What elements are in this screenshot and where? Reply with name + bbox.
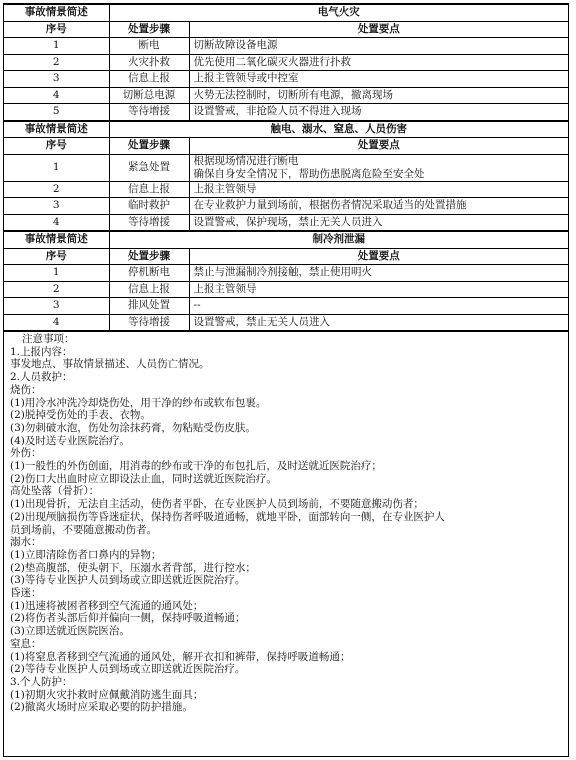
row-point-cell (189, 154, 568, 181)
note-line: 3.个人防护： (10, 675, 73, 688)
row-point: 上报主管领导 (193, 282, 257, 295)
note-line: 高处坠落（骨折）： (10, 485, 100, 498)
row-step: 信息上报 (109, 281, 189, 298)
row-step: 紧急处置 (109, 154, 189, 181)
header-num: 序号 (4, 21, 109, 38)
row-step: 排风处置 (109, 298, 189, 315)
header-step: 处置步骤 (109, 248, 189, 265)
note-line: 2.人员救护： (10, 371, 73, 384)
section-title: 触电、溺水、窒息、人员伤害 (109, 121, 568, 138)
row-point-cell (189, 314, 568, 331)
procedure-table (4, 121, 568, 232)
header-num: 序号 (4, 248, 109, 265)
row-num: 4 (4, 214, 109, 231)
row-point: 设置警戒，禁止无关人员进入 (193, 315, 330, 328)
section-title: 电气火灾 (109, 5, 568, 22)
row-num: 4 (4, 87, 109, 104)
row-point-cell (189, 104, 568, 121)
summary-label: 事故情景简述 (4, 5, 109, 22)
row-step: 临时救护 (109, 198, 189, 215)
row-num: 3 (4, 71, 109, 88)
procedure-sections (4, 4, 568, 331)
row-point-cell (189, 198, 568, 215)
row-num: 3 (4, 198, 109, 215)
note-line: (1)迅速将被困者移到空气流通的通风处； (10, 599, 204, 612)
row-point: 在专业救护力量到场前，根据伤者情况采取适当的处置措施 (193, 199, 467, 212)
table-row (4, 281, 568, 298)
note-line: (1)初期火灾扑救时应佩戴消防逃生面具； (10, 688, 204, 701)
table-row (4, 265, 568, 282)
note-line: 溺水： (10, 536, 42, 549)
row-step: 等待增援 (109, 314, 189, 331)
row-num: 2 (4, 181, 109, 198)
row-point-cell (189, 298, 568, 315)
note-line: (2)垫高腹部，使头朝下，压溺水者背部，进行控水； (10, 561, 256, 574)
row-point: 禁止与泄漏制冷剂接触，禁止使用明火 (193, 266, 372, 279)
row-num: 2 (4, 281, 109, 298)
row-point: 上报主管领导 (193, 182, 257, 195)
row-num: 1 (4, 38, 109, 55)
note-line: (1)出现骨折，无法自主活动，使伤者平卧，在专业医护人员到场前，不要随意搬动伤者； (10, 498, 424, 511)
note-line: (2)撤离火场时应采取必要的防护措施。 (10, 701, 193, 714)
table-row (4, 181, 568, 198)
row-point: 设置警戒，保护现场，禁止无关人员进入 (193, 215, 383, 228)
row-step: 断电 (109, 38, 189, 55)
row-step: 切断总电源 (109, 87, 189, 104)
row-point-cell (189, 87, 568, 104)
header-step: 处置步骤 (109, 138, 189, 155)
row-point-cell (189, 38, 568, 55)
row-num: 3 (4, 298, 109, 315)
note-line: (2)出现颅脑损伤等昏迷症状，保持伤者呼吸道通畅，就地平卧，面部转向一侧，在专业医护人 (10, 510, 445, 523)
row-num: 4 (4, 314, 109, 331)
summary-label: 事故情景简述 (4, 121, 109, 138)
row-point: 上报主管领导或中控室 (193, 72, 299, 85)
row-point-cell (189, 54, 568, 71)
row-point: 优先使用二氧化碳灭火器进行扑救 (193, 55, 351, 68)
header-step: 处置步骤 (109, 21, 189, 38)
header-num: 序号 (4, 138, 109, 155)
row-num: 5 (4, 104, 109, 121)
row-point-cell (189, 265, 568, 282)
row-num: 1 (4, 265, 109, 282)
notes-title: 注意事项： (22, 333, 75, 345)
row-point-cell (189, 214, 568, 231)
note-line: 昏迷： (10, 587, 42, 600)
header-point: 处置要点 (189, 138, 568, 155)
table-row (4, 198, 568, 215)
row-step: 信息上报 (109, 71, 189, 88)
note-line: (3)勿刺破水泡，伤处勿涂抹药膏，勿粘贴受伤皮肤。 (10, 421, 256, 434)
note-line: (3)立即送就近医院医治。 (10, 625, 130, 638)
header-point: 处置要点 (189, 248, 568, 265)
row-step: 信息上报 (109, 181, 189, 198)
procedure-table (4, 231, 568, 331)
table-row (4, 87, 568, 104)
header-point: 处置要点 (189, 21, 568, 38)
table-row (4, 71, 568, 88)
note-line: 事发地点、事故情景描述、人员伤亡情况。 (10, 358, 210, 371)
row-step: 等待增援 (109, 104, 189, 121)
section-title: 制冷剂泄漏 (109, 232, 568, 249)
note-line: 1.上报内容： (10, 345, 73, 358)
note-line: (1)用冷水冲洗冷却烧伤处，用干净的纱布或软布包裹。 (10, 396, 267, 409)
table-row (4, 104, 568, 121)
row-point: -- (193, 299, 201, 312)
row-step: 等待增援 (109, 214, 189, 231)
note-line: 烧伤： (10, 383, 42, 396)
row-point-cell (189, 181, 568, 198)
summary-label: 事故情景简述 (4, 232, 109, 249)
note-line: (2)将伤者头部后仰并偏向一侧，保持呼吸道畅通； (10, 612, 246, 625)
row-point: 火势无法控制时，切断所有电源，撤离现场 (193, 88, 393, 101)
row-point: 根据现场情况进行断电 (193, 154, 299, 167)
row-num: 2 (4, 54, 109, 71)
table-row (4, 314, 568, 331)
note-line: 员到场前，不要随意搬动伤者。 (10, 523, 157, 536)
row-point-line2: 确保自身安全情况下，帮助伤患脱离危险至安全处 (193, 167, 425, 180)
note-line: (4)及时送专业医院治疗。 (10, 434, 130, 447)
table-row (4, 54, 568, 71)
notes-section (4, 331, 568, 714)
row-step: 停机断电 (109, 265, 189, 282)
note-line: (1)将窒息者移到空气流通的通风处，解开衣扣和裤带，保持呼吸道畅通； (10, 650, 351, 663)
table-row (4, 214, 568, 231)
note-line: (1)立即清除伤者口鼻内的异物； (10, 548, 162, 561)
row-point-cell (189, 71, 568, 88)
note-line: (2)伤口大出血时应立即设法止血，同时送就近医院治疗。 (10, 472, 277, 485)
note-line: (1)一般性的外伤创面，用消毒的纱布或干净的布包扎后，及时送就近医院治疗； (10, 460, 382, 473)
row-num: 1 (4, 154, 109, 181)
emergency-procedure-document (3, 3, 569, 757)
table-row (4, 154, 568, 181)
note-line: 窒息： (10, 637, 42, 650)
note-line: (3)等待专业医护人员到场或立即送就近医院治疗。 (10, 574, 246, 587)
table-row (4, 298, 568, 315)
note-line: (2)等待专业医护人员到场或立即送就近医院治疗。 (10, 663, 246, 676)
note-line: 外伤： (10, 447, 42, 460)
row-point: 切断故障设备电源 (193, 39, 278, 52)
row-point-cell (189, 281, 568, 298)
row-step: 火灾扑救 (109, 54, 189, 71)
note-line: (2)脱掉受伤处的手表、衣物。 (10, 409, 151, 422)
row-point: 设置警戒，非抢险人员不得进入现场 (193, 105, 362, 118)
table-row (4, 38, 568, 55)
procedure-table (4, 4, 568, 121)
notes-lines (10, 346, 564, 714)
